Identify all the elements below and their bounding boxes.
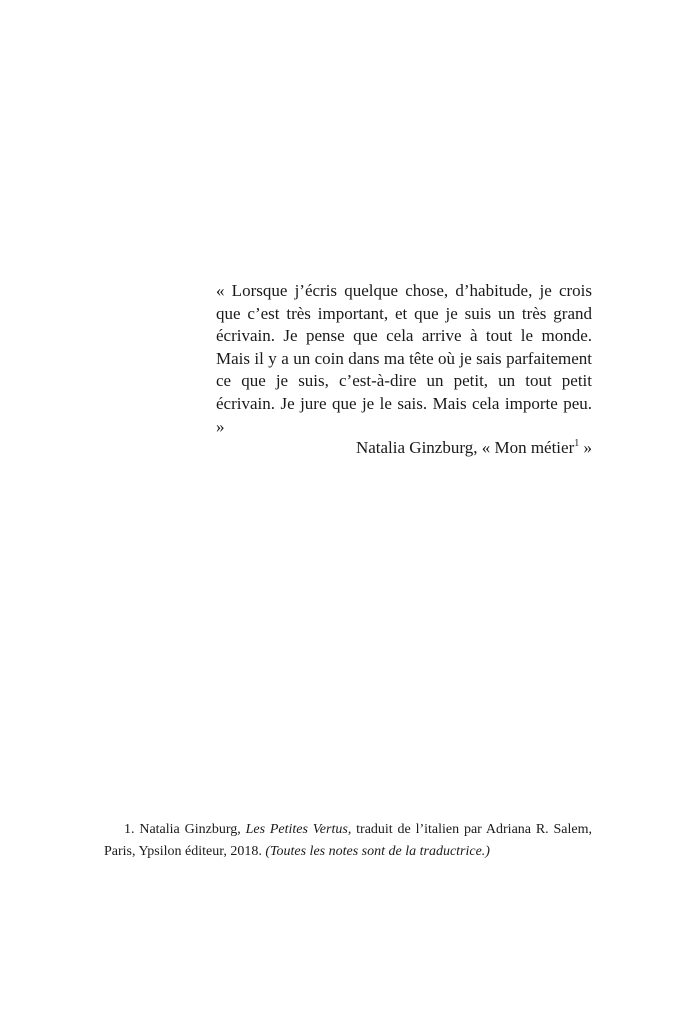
epigraph-attribution: [216, 437, 592, 460]
footnote: [104, 819, 592, 862]
footnote-translator-note: (Toutes les notes sont de la traductrice.): [265, 843, 490, 859]
footnote-book-title: Les Petites Vertus: [245, 822, 348, 837]
epigraph-quote: [216, 280, 592, 438]
footnote-author: Natalia Ginzburg,: [134, 822, 246, 837]
attribution-closing-quote: »: [579, 438, 592, 457]
attribution-text: Natalia Ginzburg, « Mon métier: [355, 438, 575, 457]
footnote-number: 1.: [124, 822, 135, 837]
footnote-details: , traduit de l’italien par Adriana R. Salem, Paris, Ypsilon éditeur, 2018.: [104, 822, 593, 859]
footnote-reference[interactable]: 1: [574, 438, 580, 449]
epigraph-text: « Lorsque j’écris quelque chose, d’habitude, je crois que c’est très important, et que je suis un très grand écrivain. Je pense que cela arrive à tout le monde. Mais il y a un coin dans ma tête où je sais parfaitement ce que je suis, c’est-à-dire un petit, un tout petit écrivain. Je jure que je le sais. Mais cela importe peu. »: [216, 281, 592, 436]
